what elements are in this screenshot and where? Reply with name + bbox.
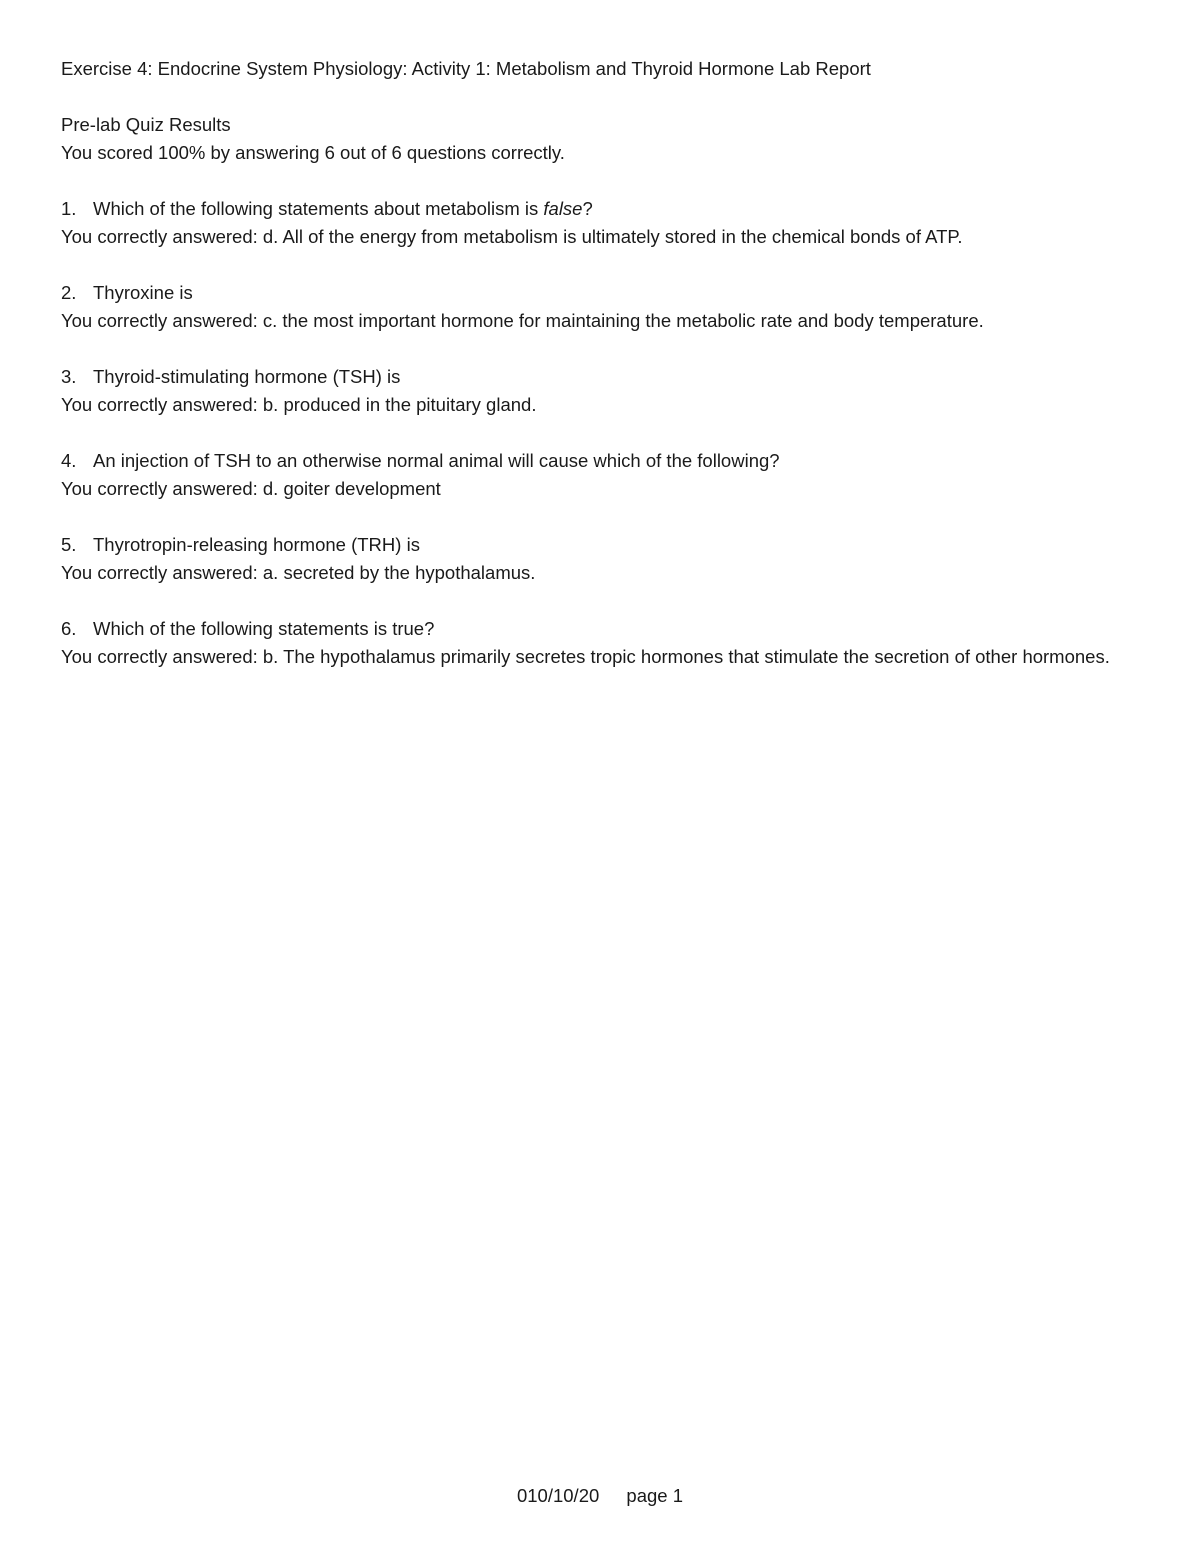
question-block (61, 615, 1141, 671)
question-text (61, 363, 1141, 391)
answer-text: You correctly answered: a. secreted by the hypothalamus. (61, 562, 536, 583)
answer-text: You correctly answered: d. goiter development (61, 478, 441, 499)
question-text (61, 531, 1141, 559)
footer-date: 010/10/20 (516, 1485, 600, 1506)
question-text-part: Thyroxine is (93, 282, 193, 303)
answer-text: You correctly answered: d. All of the energy from metabolism is ultimately stored in the chemical bonds of ATP. (61, 226, 963, 247)
document-title: Exercise 4: Endocrine System Physiology: Activity 1: Metabolism and Thyroid Hormone Lab Report (61, 58, 871, 79)
spacer (61, 251, 1141, 279)
page-footer (0, 1482, 1200, 1510)
question-block (61, 531, 1141, 587)
question-text-part: Which of the following statements about metabolism is (93, 198, 544, 219)
question-text-part: An injection of TSH to an otherwise normal animal will cause which of the following? (93, 450, 780, 471)
question-number: 2. (61, 282, 77, 303)
question-emphasis: false (543, 198, 583, 219)
answer-text: You correctly answered: b. produced in the pituitary gland. (61, 394, 537, 415)
question-text (61, 447, 1141, 475)
question-block (61, 447, 1141, 503)
question-number: 3. (61, 366, 77, 387)
question-text (61, 615, 1141, 643)
spacer (61, 587, 1141, 615)
section-heading: Pre-lab Quiz Results (61, 114, 231, 135)
spacer (61, 167, 1141, 195)
question-block (61, 195, 1141, 251)
question-text-part: Thyrotropin-releasing hormone (TRH) is (93, 534, 420, 555)
question-number: 1. (61, 198, 77, 219)
question-block (61, 363, 1141, 419)
answer-text: You correctly answered: b. The hypothalamus primarily secretes tropic hormones that stimulate the secretion of other hormones. (61, 646, 1110, 667)
question-text-part: Thyroid-stimulating hormone (TSH) is (93, 366, 401, 387)
spacer (61, 83, 1141, 111)
question-text (61, 279, 1141, 307)
spacer (61, 503, 1141, 531)
score-text: You scored 100% by answering 6 out of 6 questions correctly. (61, 142, 565, 163)
document-body (61, 55, 1141, 671)
answer-text: You correctly answered: c. the most important hormone for maintaining the metabolic rate and body temperature. (61, 310, 984, 331)
spacer (61, 419, 1141, 447)
question-text-part: ? (582, 198, 593, 219)
question-number: 6. (61, 618, 77, 639)
footer-page-number: page 1 (626, 1485, 684, 1506)
question-number: 4. (61, 450, 77, 471)
question-block (61, 279, 1141, 335)
question-text (61, 195, 1141, 223)
question-text-part: Which of the following statements is true? (93, 618, 435, 639)
spacer (61, 335, 1141, 363)
question-number: 5. (61, 534, 77, 555)
